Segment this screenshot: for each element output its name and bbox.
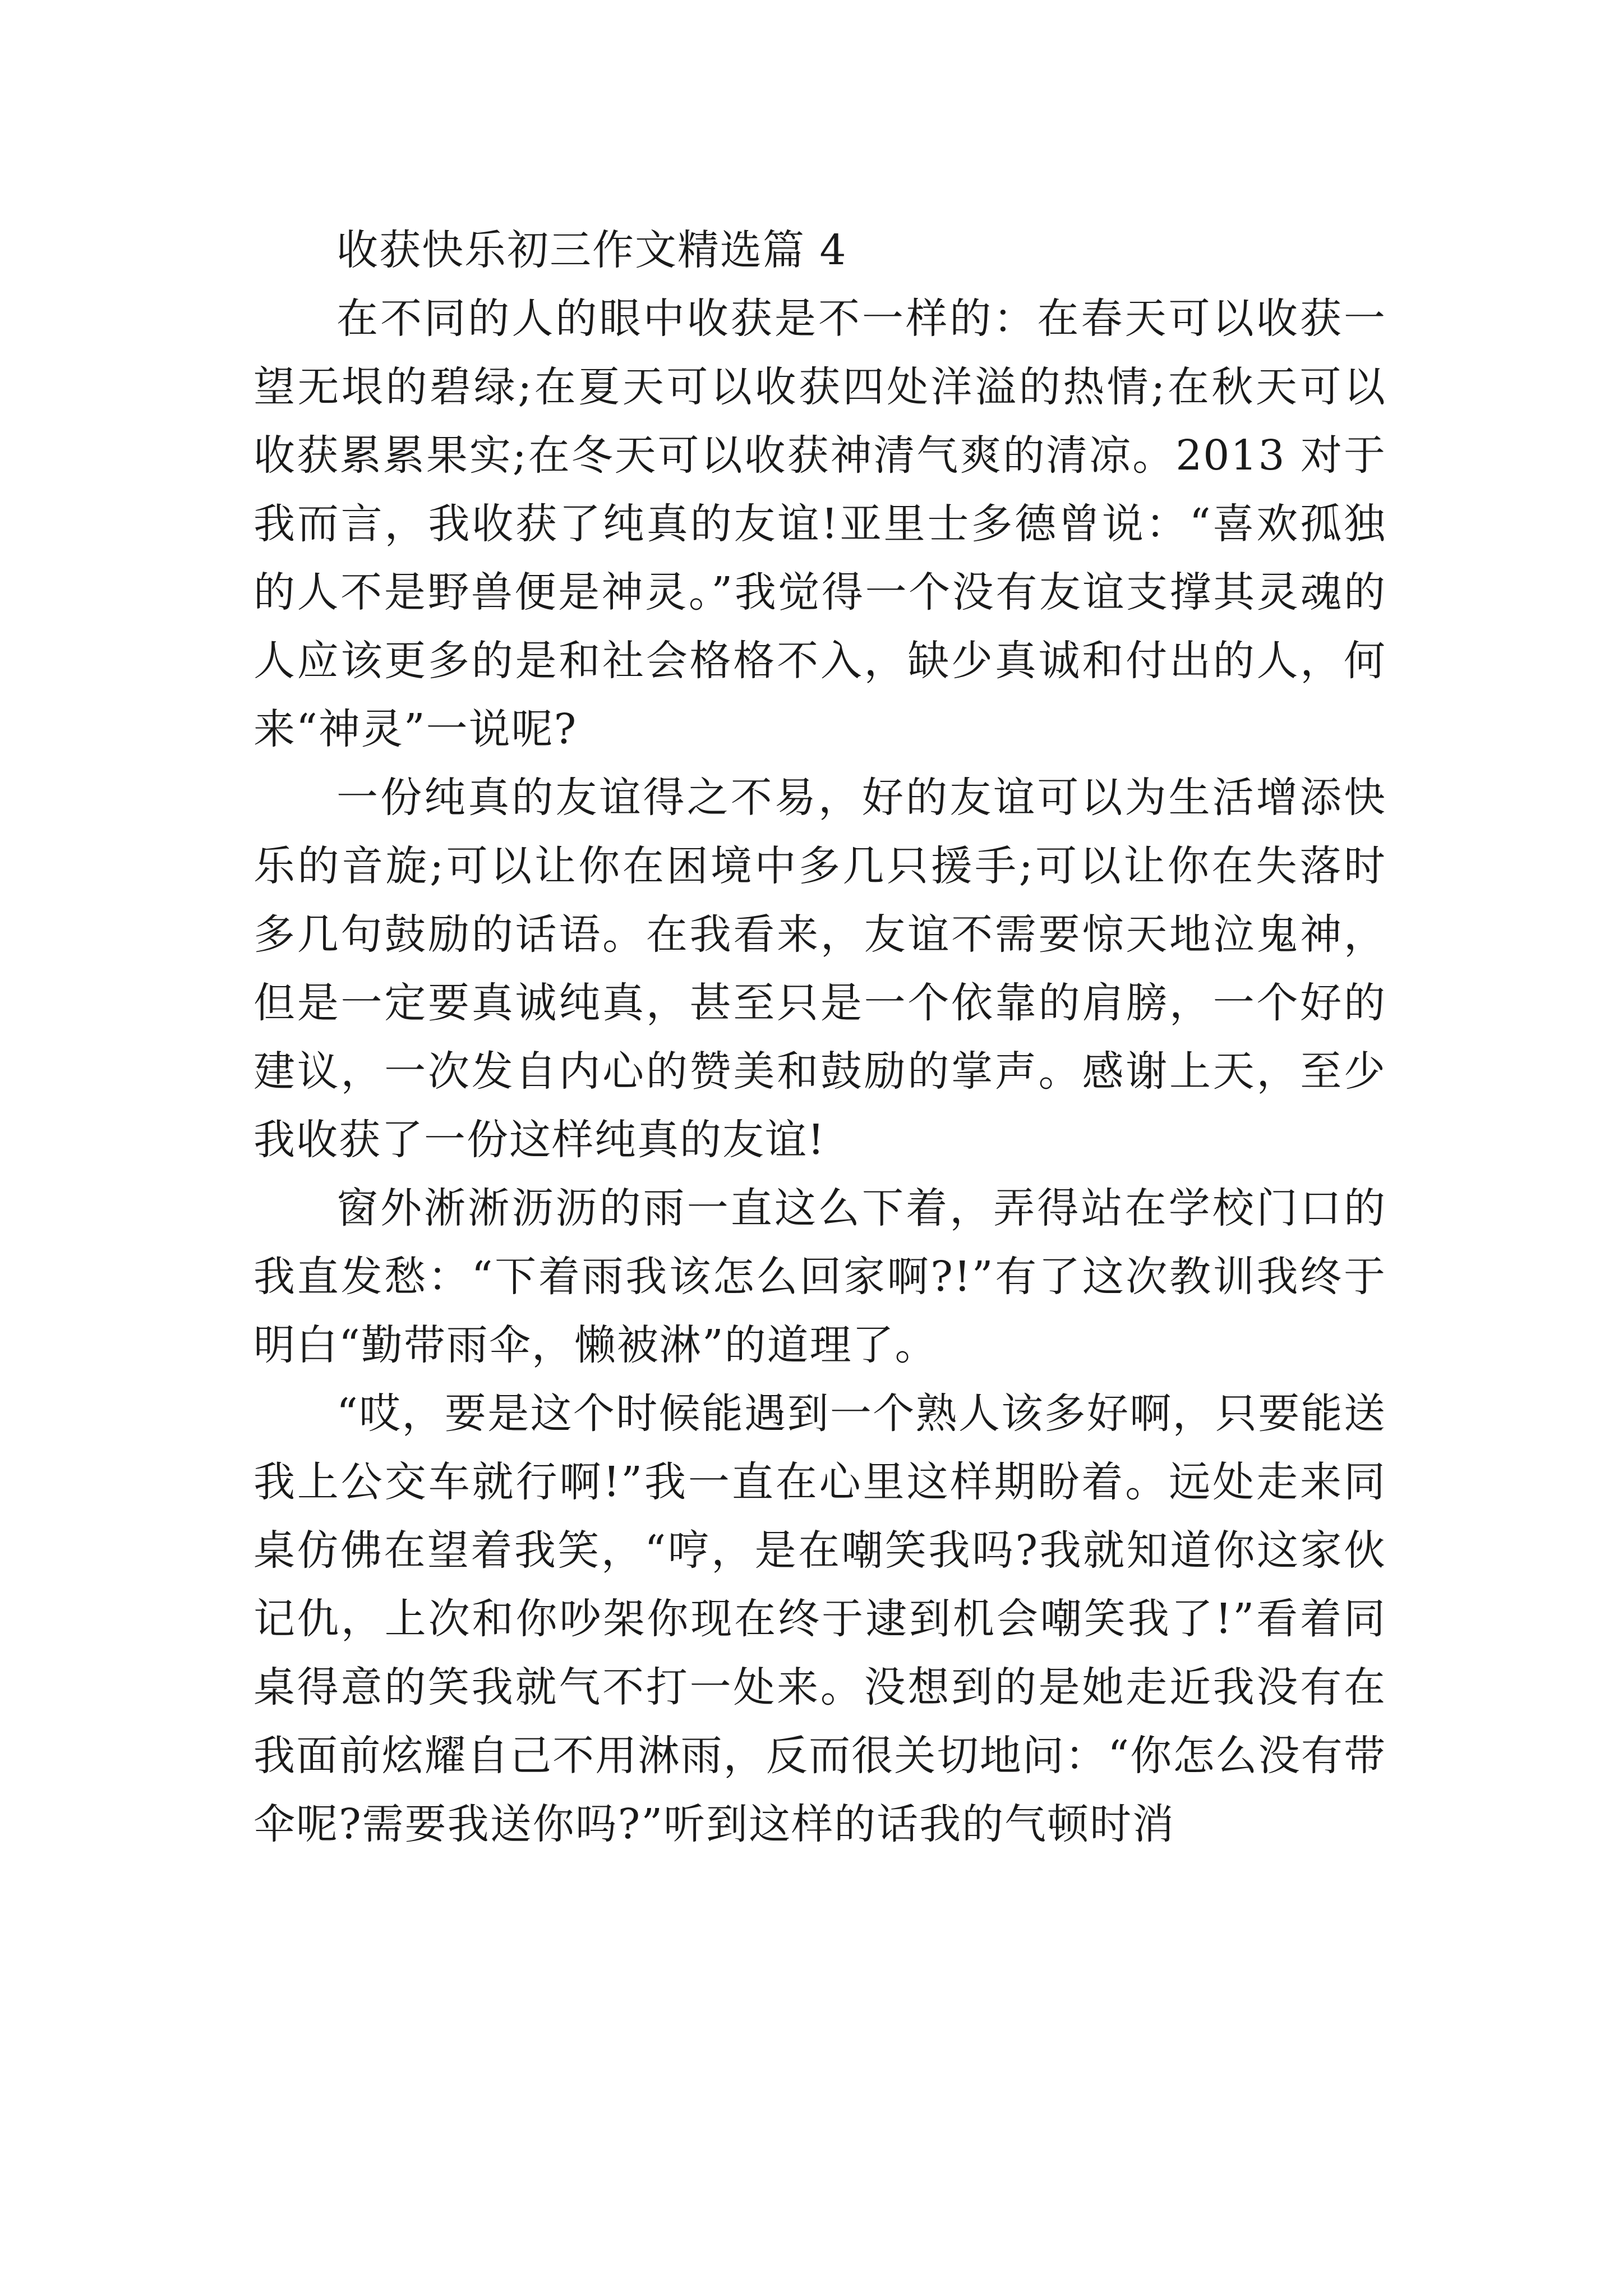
paragraph-4: “哎，要是这个时候能遇到一个熟人该多好啊，只要能送我上公交车就行啊!”我一直在心里这样期盼着。远处走来同桌仿佛在望着我笑，“哼，是在嘲笑我吗?我就知道你这家伙记仇，上次和你吵架你现在终于逮到机会嘲笑我了!”看着同桌得意的笑我就气不打一处来。没想到的是她走近我没有在我面前炫耀自己不用淋雨，反而很关切地问：“你怎么没有带伞呢?需要我送你吗?”听到这样的话我的气顿时消	[253, 1389, 1386, 1848]
paragraph-1: 在不同的人的眼中收获是不一样的：在春天可以收获一望无垠的碧绿;在夏天可以收获四处洋溢的热情;在秋天可以收获累累果实;在冬天可以收获神清气爽的清凉。2013 对于我而言，我收获了纯真的友谊!亚里士多德曾说：“喜欢孤独的人不是野兽便是神灵。”我觉得一个没有友谊支撑其灵魂的人应该更多的是和社会格格不入，缺少真诚和付出的人，何来“神灵”一说呢?	[253, 295, 1386, 753]
paragraph-2: 一份纯真的友谊得之不易，好的友谊可以为生活增添快乐的音旋;可以让你在困境中多几只援手;可以让你在失落时多几句鼓励的话语。在我看来，友谊不需要惊天地泣鬼神，但是一定要真诚纯真，甚至只是一个依靠的肩膀，一个好的建议，一次发自内心的赞美和鼓励的掌声。感谢上天，至少我收获了一份这样纯真的友谊!	[253, 774, 1386, 1164]
document-body	[253, 216, 1386, 1858]
essay-title: 收获快乐初三作文精选篇 4	[336, 226, 847, 274]
paragraph-3: 窗外淅淅沥沥的雨一直这么下着，弄得站在学校门口的我直发愁：“下着雨我该怎么回家啊?!”有了这次教训我终于明白“勤带雨伞，懒被淋”的道理了。	[253, 1184, 1386, 1369]
